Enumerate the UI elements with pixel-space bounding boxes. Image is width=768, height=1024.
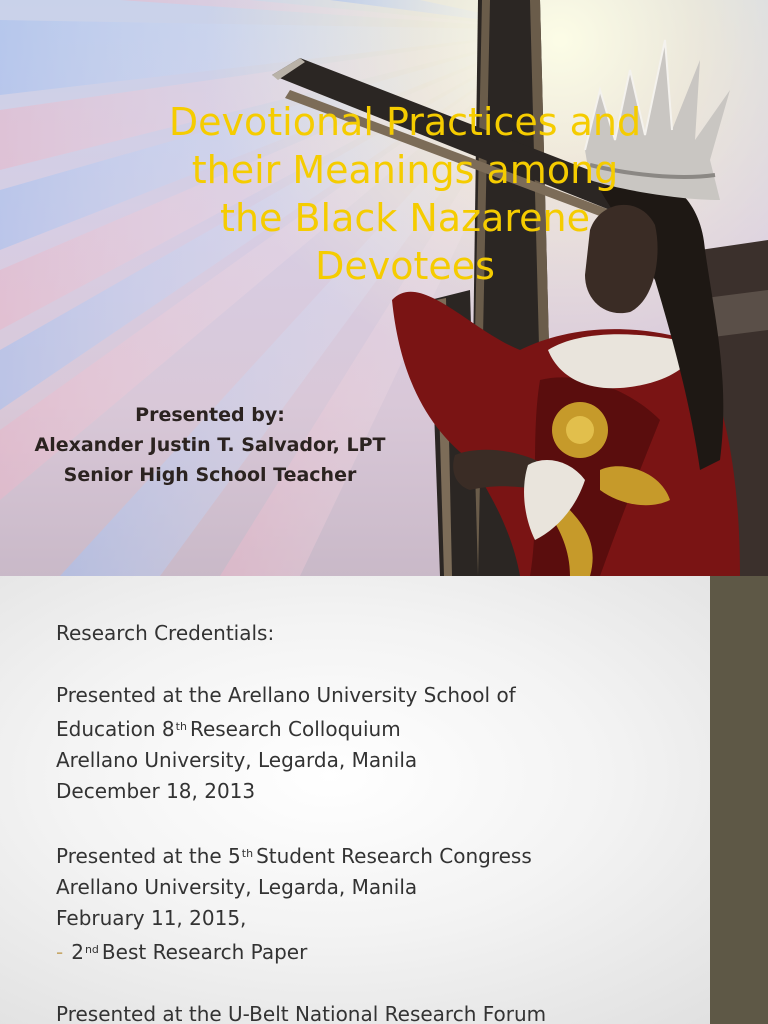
slide-sidebar-accent	[710, 576, 768, 1024]
credential-text: Presented at the 5	[56, 844, 241, 868]
presenter-role: Senior High School Teacher	[63, 464, 357, 486]
spacer	[56, 649, 696, 680]
credential-text: Student Research Congress	[256, 844, 532, 868]
award-text: Best Research Paper	[101, 940, 308, 964]
credential-line	[56, 838, 696, 872]
credential-text: Research Colloquium	[189, 717, 401, 741]
award-line	[56, 934, 696, 968]
spacer	[56, 807, 696, 838]
award-text: 2	[71, 940, 84, 964]
title-line: Devotional Practices and	[168, 100, 642, 144]
ordinal-suffix: nd	[84, 943, 99, 956]
bullet-dash: -	[56, 940, 64, 964]
credential-date: February 11, 2015,	[56, 906, 247, 930]
presented-by-label: Presented by:	[135, 404, 285, 426]
ordinal-suffix: th	[175, 720, 187, 733]
credential-line	[56, 711, 696, 745]
credential-line: Presented at the Arellano University School of	[56, 683, 516, 707]
credential-line: Arellano University, Legarda, Manila	[56, 748, 418, 772]
title-line: Devotees	[315, 244, 495, 288]
spacer	[56, 968, 696, 999]
credential-line: Presented at the U-Belt National Research Forum	[56, 1002, 547, 1024]
credentials-slide	[0, 576, 768, 1024]
credential-line: Arellano University, Legarda, Manila	[56, 875, 418, 899]
credential-text: Education 8	[56, 717, 175, 741]
presenter-byline	[0, 400, 420, 490]
title-line: their Meanings among	[191, 148, 619, 192]
credential-date: December 18, 2013	[56, 779, 256, 803]
presentation-title	[130, 98, 680, 290]
ordinal-suffix: th	[241, 847, 254, 860]
title-line: the Black Nazarene	[220, 196, 590, 240]
credentials-heading: Research Credentials:	[56, 621, 275, 645]
presenter-name: Alexander Justin T. Salvador, LPT	[34, 434, 386, 456]
credentials-content	[56, 618, 696, 1024]
